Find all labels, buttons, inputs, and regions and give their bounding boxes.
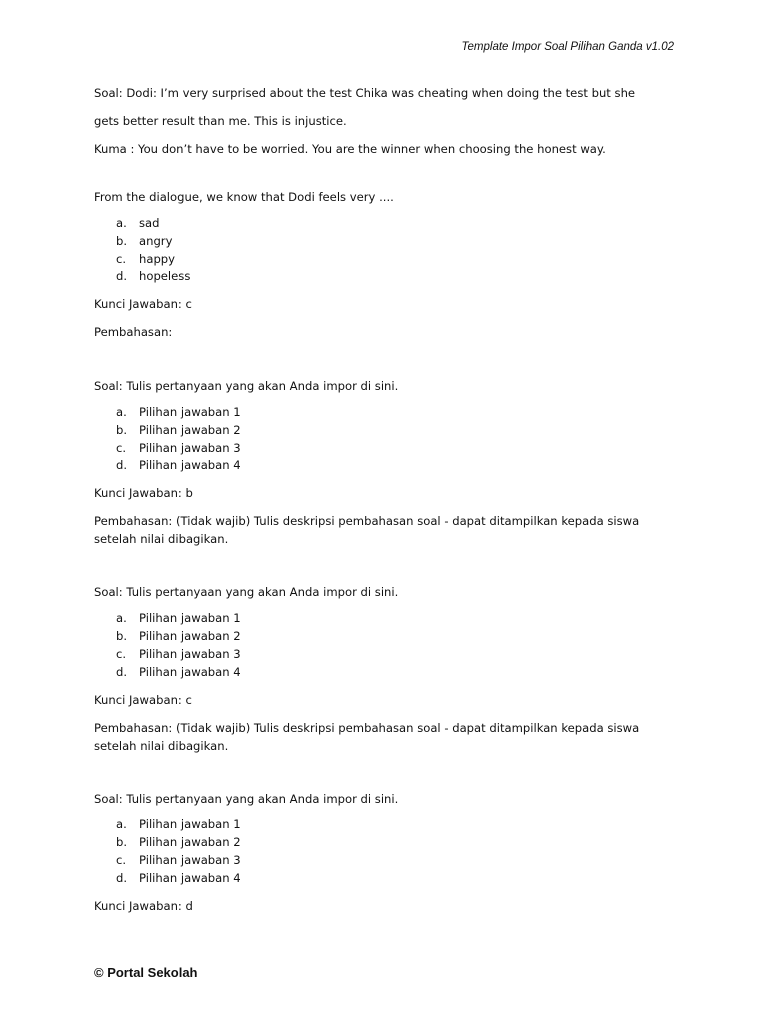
answer-key-3: Kunci Jawaban: c bbox=[94, 692, 192, 707]
option-b: b. Pilihan jawaban 2 bbox=[116, 422, 241, 437]
question-1-line-2: gets better result than me. This is injustice. bbox=[94, 114, 347, 128]
option-a: a. sad bbox=[116, 215, 160, 230]
answer-key-4: Kunci Jawaban: d bbox=[94, 898, 193, 913]
option-d: d. Pilihan jawaban 4 bbox=[116, 458, 241, 473]
copyright-footer: © Portal Sekolah bbox=[94, 965, 198, 980]
question-1-options bbox=[94, 214, 684, 285]
option-c: c. Pilihan jawaban 3 bbox=[116, 646, 241, 661]
option-b: b. Pilihan jawaban 2 bbox=[116, 629, 241, 644]
document-header: Template Impor Soal Pilihan Ganda v1.02 bbox=[461, 41, 674, 53]
option-a: a. Pilihan jawaban 1 bbox=[116, 611, 241, 626]
option-a: a. Pilihan jawaban 1 bbox=[116, 405, 241, 420]
discussion-3: Pembahasan: (Tidak wajib) Tulis deskripsi pembahasan soal - dapat ditampilkan kepada siswa setelah nilai dibagikan. bbox=[94, 720, 640, 753]
option-c: c. happy bbox=[116, 251, 176, 266]
option-c: c. Pilihan jawaban 3 bbox=[116, 853, 241, 868]
discussion-2: Pembahasan: (Tidak wajib) Tulis deskripsi pembahasan soal - dapat ditampilkan kepada siswa setelah nilai dibagikan. bbox=[94, 514, 640, 547]
option-d: d. hopeless bbox=[116, 269, 191, 284]
question-4-prompt: Soal: Tulis pertanyaan yang akan Anda impor di sini. bbox=[94, 791, 399, 806]
question-2-options bbox=[94, 403, 684, 474]
question-block-4 bbox=[94, 790, 684, 915]
option-c: c. Pilihan jawaban 3 bbox=[116, 440, 241, 455]
option-d: d. Pilihan jawaban 4 bbox=[116, 664, 241, 679]
option-b: b. angry bbox=[116, 233, 173, 248]
question-2-prompt: Soal: Tulis pertanyaan yang akan Anda impor di sini. bbox=[94, 379, 399, 394]
question-4-options bbox=[94, 816, 684, 887]
question-1-prompt: From the dialogue, we know that Dodi feels very .... bbox=[94, 190, 394, 204]
question-block-2 bbox=[94, 377, 684, 548]
question-block-3 bbox=[94, 583, 684, 754]
question-1-line-3: Kuma : You don’t have to be worried. You are the winner when choosing the honest way. bbox=[94, 142, 606, 156]
option-d: d. Pilihan jawaban 4 bbox=[116, 870, 241, 885]
answer-key-2: Kunci Jawaban: b bbox=[94, 486, 193, 501]
option-a: a. Pilihan jawaban 1 bbox=[116, 817, 241, 832]
answer-key-1: Kunci Jawaban: c bbox=[94, 297, 192, 312]
question-3-prompt: Soal: Tulis pertanyaan yang akan Anda impor di sini. bbox=[94, 585, 399, 600]
document-body bbox=[94, 84, 684, 915]
question-1-line-1: Soal: Dodi: I’m very surprised about the test Chika was cheating when doing the test but she bbox=[94, 86, 636, 100]
option-b: b. Pilihan jawaban 2 bbox=[116, 835, 241, 850]
question-3-options bbox=[94, 609, 684, 680]
question-block-1 bbox=[94, 84, 684, 341]
discussion-1: Pembahasan: bbox=[94, 325, 173, 340]
